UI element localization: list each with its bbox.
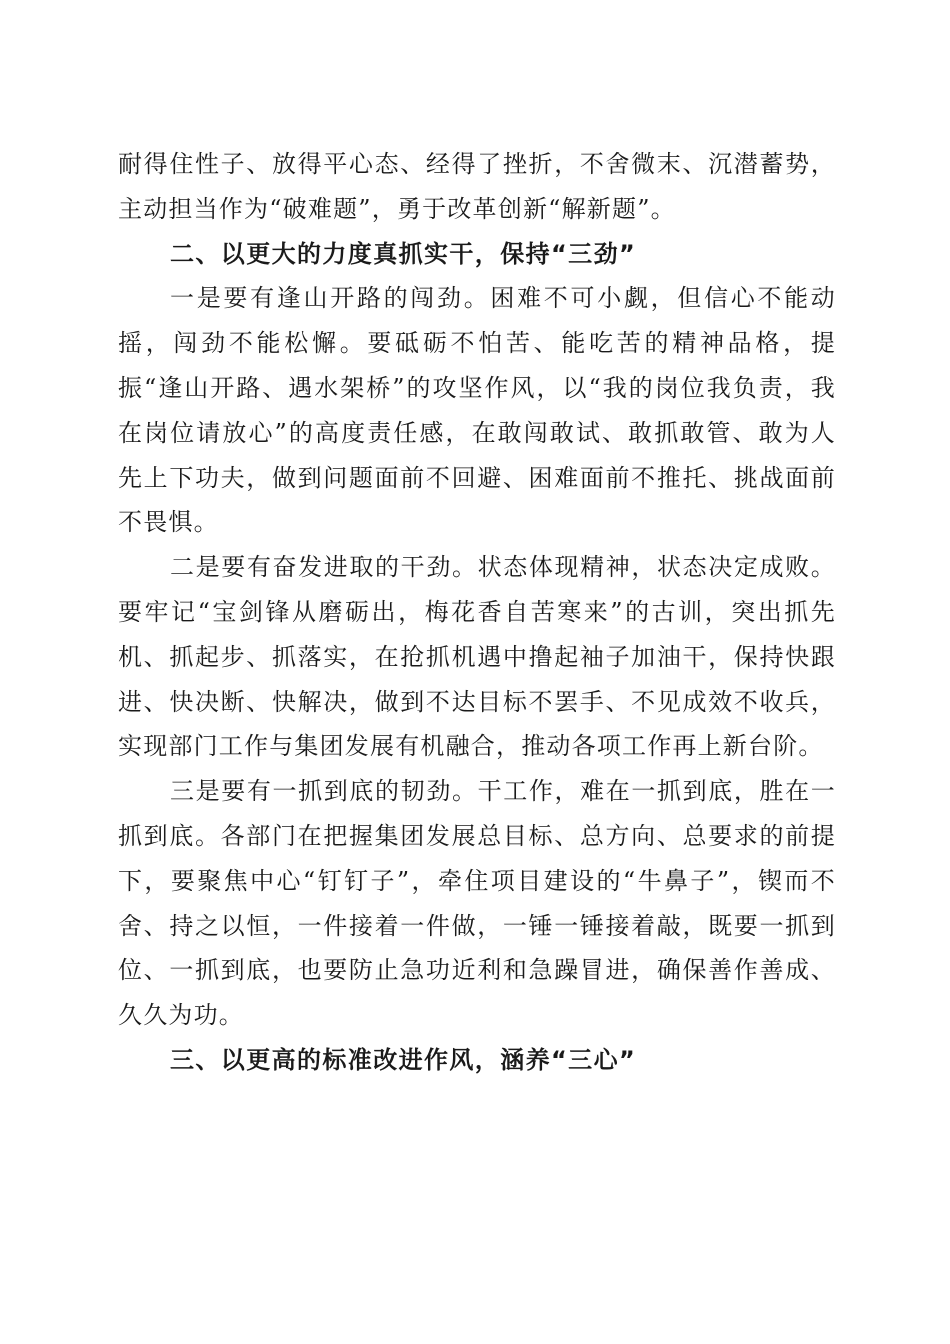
- paragraph-breakthrough-drive: 一是要有逢山开路的闯劲。困难不可小觑，但信心不能动摇，闯劲不能松懈。要砥砺不怕苦、能吃苦的精神品格，提振“逢山开路、遇水架桥”的攻坚作风，以“我的岗位我负责，我在岗位请放心”的高度责任感，在敢闯敢试、敢抓敢管、敢为人先上下功夫，做到问题面前不回避、困难面前不推托、挑战面前不畏惧。: [118, 284, 836, 537]
- paragraph-continuation: 耐得住性子、放得平心态、经得了挫折，不舍微末、沉潜蓄势，主动担当作为“破难题”，勇于改革创新“解新题”。: [118, 150, 836, 223]
- section-heading-2: 二、以更大的力度真抓实干，保持“三劲”: [170, 239, 637, 268]
- paragraph-enterprising-drive: 二是要有奋发进取的干劲。状态体现精神，状态决定成败。要牢记“宝剑锋从磨砺出，梅花香自苦寒来”的古训，突出抓先机、抓起步、抓落实，在抢抓机遇中撸起袖子加油干，保持快跟进、快决断、快解决，做到不达目标不罢手、不见成效不收兵，实现部门工作与集团发展有机融合，推动各项工作再上新台阶。: [118, 553, 836, 761]
- section-heading-3: 三、以更高的标准改进作风，涵养“三心”: [170, 1045, 637, 1074]
- paragraph-tenacity: 三是要有一抓到底的韧劲。干工作，难在一抓到底，胜在一抓到底。各部门在把握集团发展总目标、总方向、总要求的前提下，要聚焦中心“钉钉子”，牵住项目建设的“牛鼻子”，锲而不舍、持之以恒，一件接着一件做，一锤一锤接着敲，既要一抓到位、一抓到底，也要防止急功近利和急躁冒进，确保善作善成、久久为功。: [118, 777, 836, 1030]
- document-body: [118, 142, 836, 1083]
